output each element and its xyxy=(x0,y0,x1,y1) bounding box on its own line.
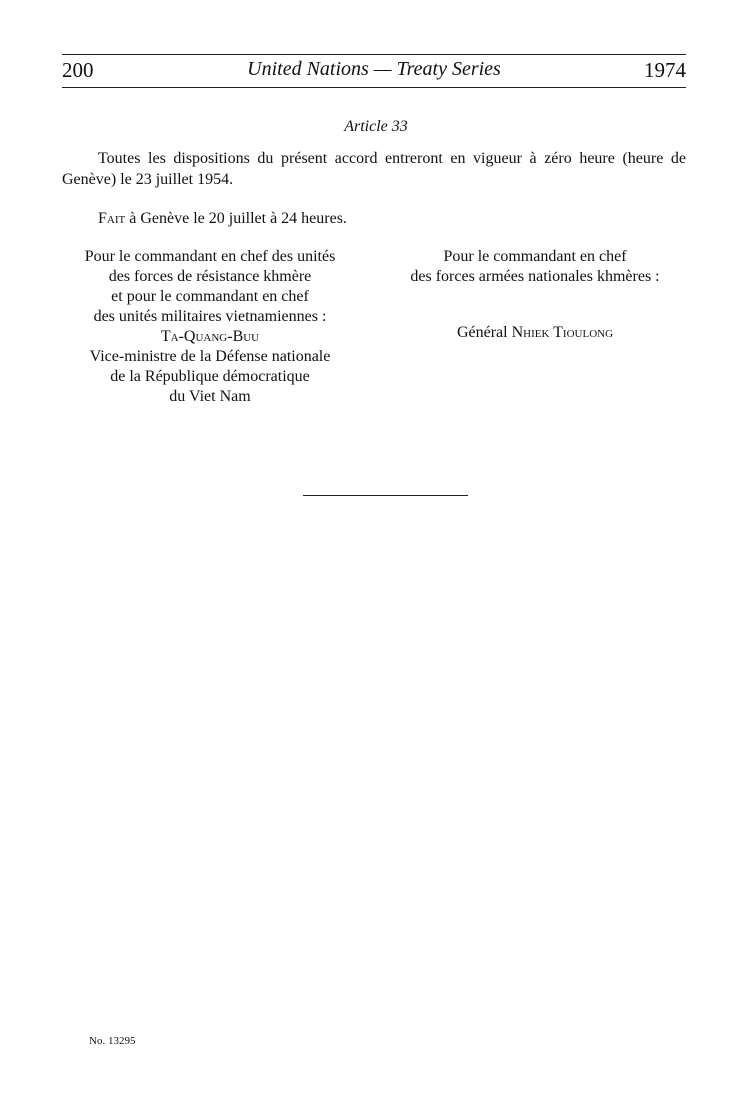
page-number: 200 xyxy=(62,58,94,82)
document-number: No. 13295 xyxy=(89,1035,136,1047)
left-signer-title-1: Vice-ministre de la Défense nationale xyxy=(89,348,331,365)
left-signer-title-2: de la République démocratique xyxy=(110,368,310,385)
article-heading: Article 33 xyxy=(344,118,408,135)
left-line-3: et pour le commandant en chef xyxy=(111,288,309,305)
left-signer-name: Ta-Quang-Buu xyxy=(160,328,260,345)
left-signature-block xyxy=(50,247,370,407)
left-line-2: des forces de résistance khmère xyxy=(108,268,312,285)
done-at-lead: Fait xyxy=(98,210,126,227)
right-signer-rank: Général xyxy=(456,324,512,341)
publication-title: United Nations — Treaty Series xyxy=(247,58,501,80)
left-signer-title-3: du Viet Nam xyxy=(169,388,251,405)
left-line-1: Pour le commandant en chef des unités xyxy=(84,248,336,265)
done-at-rest: à Genève le 20 juillet à 24 heures. xyxy=(125,210,347,227)
running-header xyxy=(62,54,686,88)
right-signer-name: Nhiek Tioulong xyxy=(511,324,614,341)
done-at-line xyxy=(62,208,686,229)
right-line-2: des forces armées nationales khmères : xyxy=(410,268,660,285)
article-paragraph: Toutes les dispositions du présent accord entreront en vigueur à zéro heure (heure de Genève) le 23 juillet 1954. xyxy=(62,150,686,188)
right-signer xyxy=(380,323,690,343)
right-signature-block xyxy=(380,247,690,343)
end-rule xyxy=(303,495,468,496)
right-line-1: Pour le commandant en chef xyxy=(443,248,627,265)
publication-year: 1974 xyxy=(644,58,686,82)
left-line-4: des unités militaires vietnamiennes : xyxy=(93,308,327,325)
